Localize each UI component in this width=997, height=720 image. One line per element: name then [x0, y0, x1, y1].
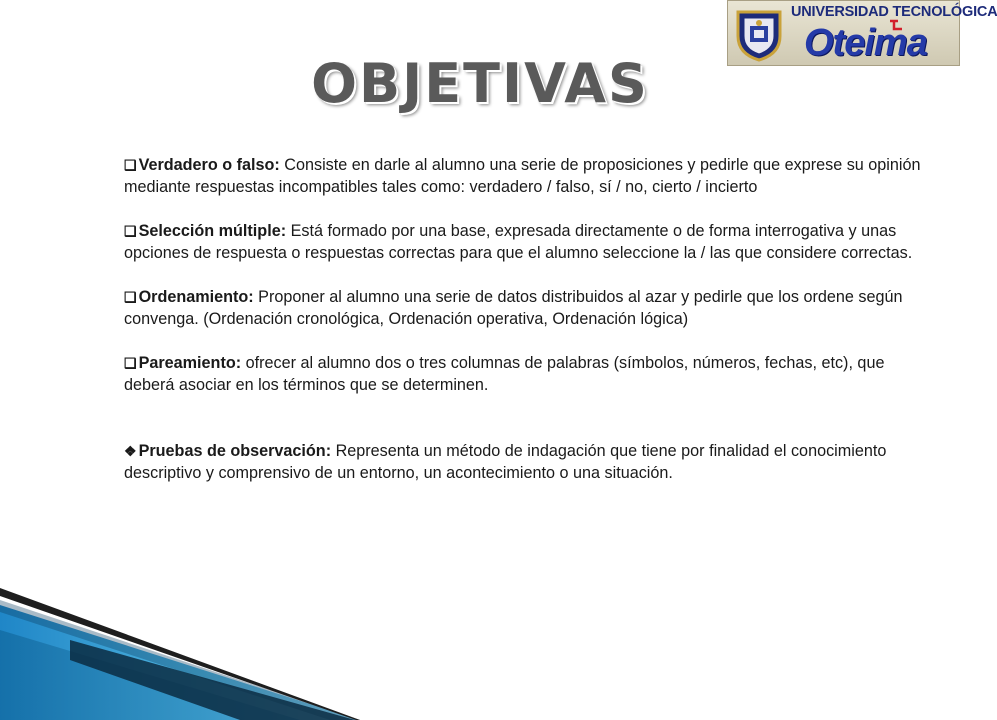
item-text: Consiste en darle al alumno una serie de proposiciones y pedirle que exprese su opinión mediante respuestas incompatibles tales como: verdadero / falso, sí / no, cierto / incierto — [124, 156, 921, 196]
item-term: Ordenamiento: — [138, 288, 254, 306]
item-text: Proponer al alumno una serie de datos distribuidos al azar y pedirle que los ordene según convenga. (Ordenación cronológica, Ordenación operativa, Ordenación lógica) — [124, 288, 903, 328]
checkbox-bullet-icon: ❑ — [124, 355, 137, 371]
checkbox-bullet-icon: ❑ — [124, 157, 137, 173]
item-term: Pruebas de observación: — [138, 442, 332, 460]
page-title: OBJETIVAS — [311, 52, 649, 115]
item-text: Representa un método de indagación que tiene por finalidad el conocimiento descriptivo y comprensivo de un entorno, un acontecimiento o una situación. — [124, 442, 887, 482]
item-term: Pareamiento: — [138, 354, 242, 372]
logo-brand-name: Oteima — [804, 22, 927, 64]
item-term: Selección múltiple: — [138, 222, 287, 240]
item-text: Está formado por una base, expresada directamente o de forma interrogativa y unas opciones de respuesta o respuestas correctas para que el alumno seleccione la / las que considere correctas. — [124, 222, 913, 262]
checkbox-bullet-icon: ❑ — [124, 223, 137, 239]
diamond-bullet-icon: ❖ — [124, 443, 137, 459]
item-term: Verdadero o falso: — [138, 156, 280, 174]
item-text: ofrecer al alumno dos o tres columnas de palabras (símbolos, números, fechas, etc), que deberá asociar en los términos que se determinen. — [124, 354, 885, 394]
checkbox-bullet-icon: ❑ — [124, 289, 137, 305]
logo-university-label: UNIVERSIDAD TECNOLÓGICA — [791, 4, 997, 20]
